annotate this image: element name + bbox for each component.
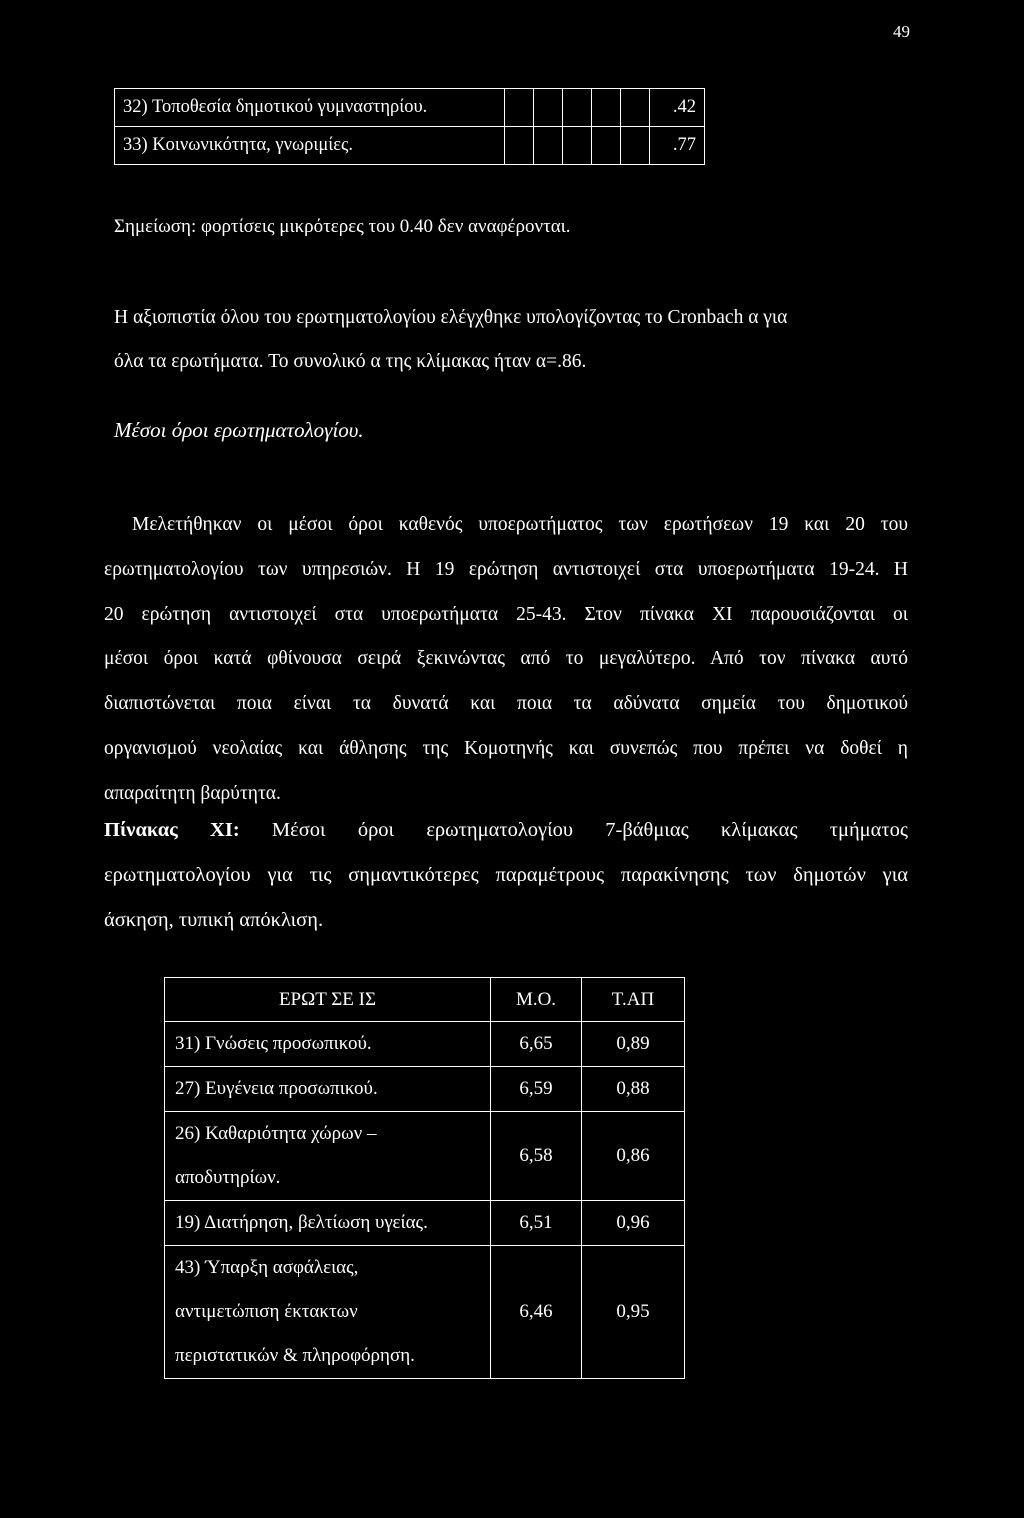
row-label: 32) Τοποθεσία δημοτικού γυμναστηρίου.: [115, 89, 505, 127]
table-caption: [104, 808, 908, 942]
paragraph-line: απαραίτητη βαρύτητα.: [104, 782, 281, 804]
paragraph-line: διαπιστώνεται ποια είναι τα δυνατά και ποια τα αδύνατα σημεία του δημοτικού: [104, 693, 908, 715]
means-paragraph: [104, 503, 908, 817]
table-row: [165, 1112, 685, 1201]
empty-cell: [563, 127, 592, 165]
question-line: περιστατικών & πληροφόρηση.: [175, 1345, 415, 1366]
table-row: [115, 127, 705, 165]
question-line: αντιμετώπιση έκτακτων: [175, 1301, 358, 1322]
empty-cell: [505, 127, 534, 165]
sd-cell: 0,86: [582, 1112, 685, 1201]
question-line: 26) Καθαριότητα χώρων –: [175, 1123, 377, 1144]
paragraph-line: οργανισμού νεολαίας και άθλησης της Κομοτηνής και συνεπώς που πρέπει να δοθεί η: [104, 737, 908, 759]
paragraph-line: 20 ερώτηση αντιστοιχεί στα υποερωτήματα 25-43. Στον πίνακα XI παρουσιάζονται οι: [104, 603, 908, 625]
page-number: 49: [893, 22, 910, 41]
question-line: 43) Ύπαρξη ασφάλειας,: [175, 1257, 359, 1278]
empty-cell: [621, 89, 650, 127]
question-cell: 27) Ευγένεια προσωπικού.: [165, 1067, 491, 1112]
table-row: [165, 1201, 685, 1246]
mean-cell: 6,59: [491, 1067, 582, 1112]
table-row: [165, 1022, 685, 1067]
reliability-paragraph: [114, 296, 910, 384]
sd-cell: 0,95: [582, 1246, 685, 1379]
empty-cell: [505, 89, 534, 127]
caption-text: Μέσοι όροι ερωτηματολογίου 7-βάθμιας κλίμακας τμήματος: [271, 819, 908, 841]
paragraph-line: Μελετήθηκαν οι μέσοι όροι καθενός υποερωτήματος των ερωτήσεων 19 και 20 του: [132, 514, 908, 535]
table-note: Σημείωση: φορτίσεις μικρότερες του 0.40 δεν αναφέρονται.: [114, 216, 571, 237]
empty-cell: [592, 89, 621, 127]
question-cell: [165, 1246, 491, 1379]
caption-line: άσκηση, τυπική απόκλιση.: [104, 908, 324, 931]
column-header-questions: ΕΡΩΤ ΣΕ ΙΣ: [165, 978, 491, 1022]
mean-cell: 6,58: [491, 1112, 582, 1201]
caption-label: Πίνακας XI:: [104, 819, 240, 841]
paragraph-line: όλα τα ερωτήματα. Το συνολικό α της κλίμακας ήταν α=.86.: [114, 351, 587, 372]
table-header-row: [165, 978, 685, 1022]
caption-line: ερωτηματολογίου για τις σημαντικότερες παραμέτρους παρακίνησης των δημοτών για: [104, 863, 908, 886]
question-line: αποδυτηρίων.: [175, 1167, 281, 1188]
sd-cell: 0,89: [582, 1022, 685, 1067]
empty-cell: [534, 127, 563, 165]
caption-line: [104, 808, 908, 853]
loading-value: .42: [650, 89, 705, 127]
table-row: [165, 1067, 685, 1112]
mean-cell: 6,51: [491, 1201, 582, 1246]
loading-value: .77: [650, 127, 705, 165]
mean-cell: 6,46: [491, 1246, 582, 1379]
means-table: [164, 977, 685, 1379]
column-header-mean: Μ.Ο.: [491, 978, 582, 1022]
table-row: [165, 1246, 685, 1379]
section-heading: Μέσοι όροι ερωτηματολογίου.: [114, 418, 364, 442]
sd-cell: 0,96: [582, 1201, 685, 1246]
table-row: [115, 89, 705, 127]
empty-cell: [621, 127, 650, 165]
sd-cell: 0,88: [582, 1067, 685, 1112]
question-cell: 31) Γνώσεις προσωπικού.: [165, 1022, 491, 1067]
mean-cell: 6,65: [491, 1022, 582, 1067]
question-cell: [165, 1112, 491, 1201]
paragraph-line: ερωτηματολογίου των υπηρεσιών. Η 19 ερώτηση αντιστοιχεί στα υποερωτήματα 19-24. Η: [104, 558, 908, 580]
empty-cell: [592, 127, 621, 165]
row-label: 33) Κοινωνικότητα, γνωριμίες.: [115, 127, 505, 165]
question-cell: 19) Διατήρηση, βελτίωση υγείας.: [165, 1201, 491, 1246]
empty-cell: [563, 89, 592, 127]
paragraph-line: Η αξιοπιστία όλου του ερωτηματολογίου ελέγχθηκε υπολογίζοντας το Cronbach α για: [114, 307, 788, 328]
paragraph-line: μέσοι όροι κατά φθίνουσα σειρά ξεκινώντας από το μεγαλύτερο. Από τον πίνακα αυτό: [104, 648, 908, 670]
empty-cell: [534, 89, 563, 127]
column-header-sd: Τ.ΑΠ: [582, 978, 685, 1022]
factor-loadings-table: [114, 88, 705, 165]
